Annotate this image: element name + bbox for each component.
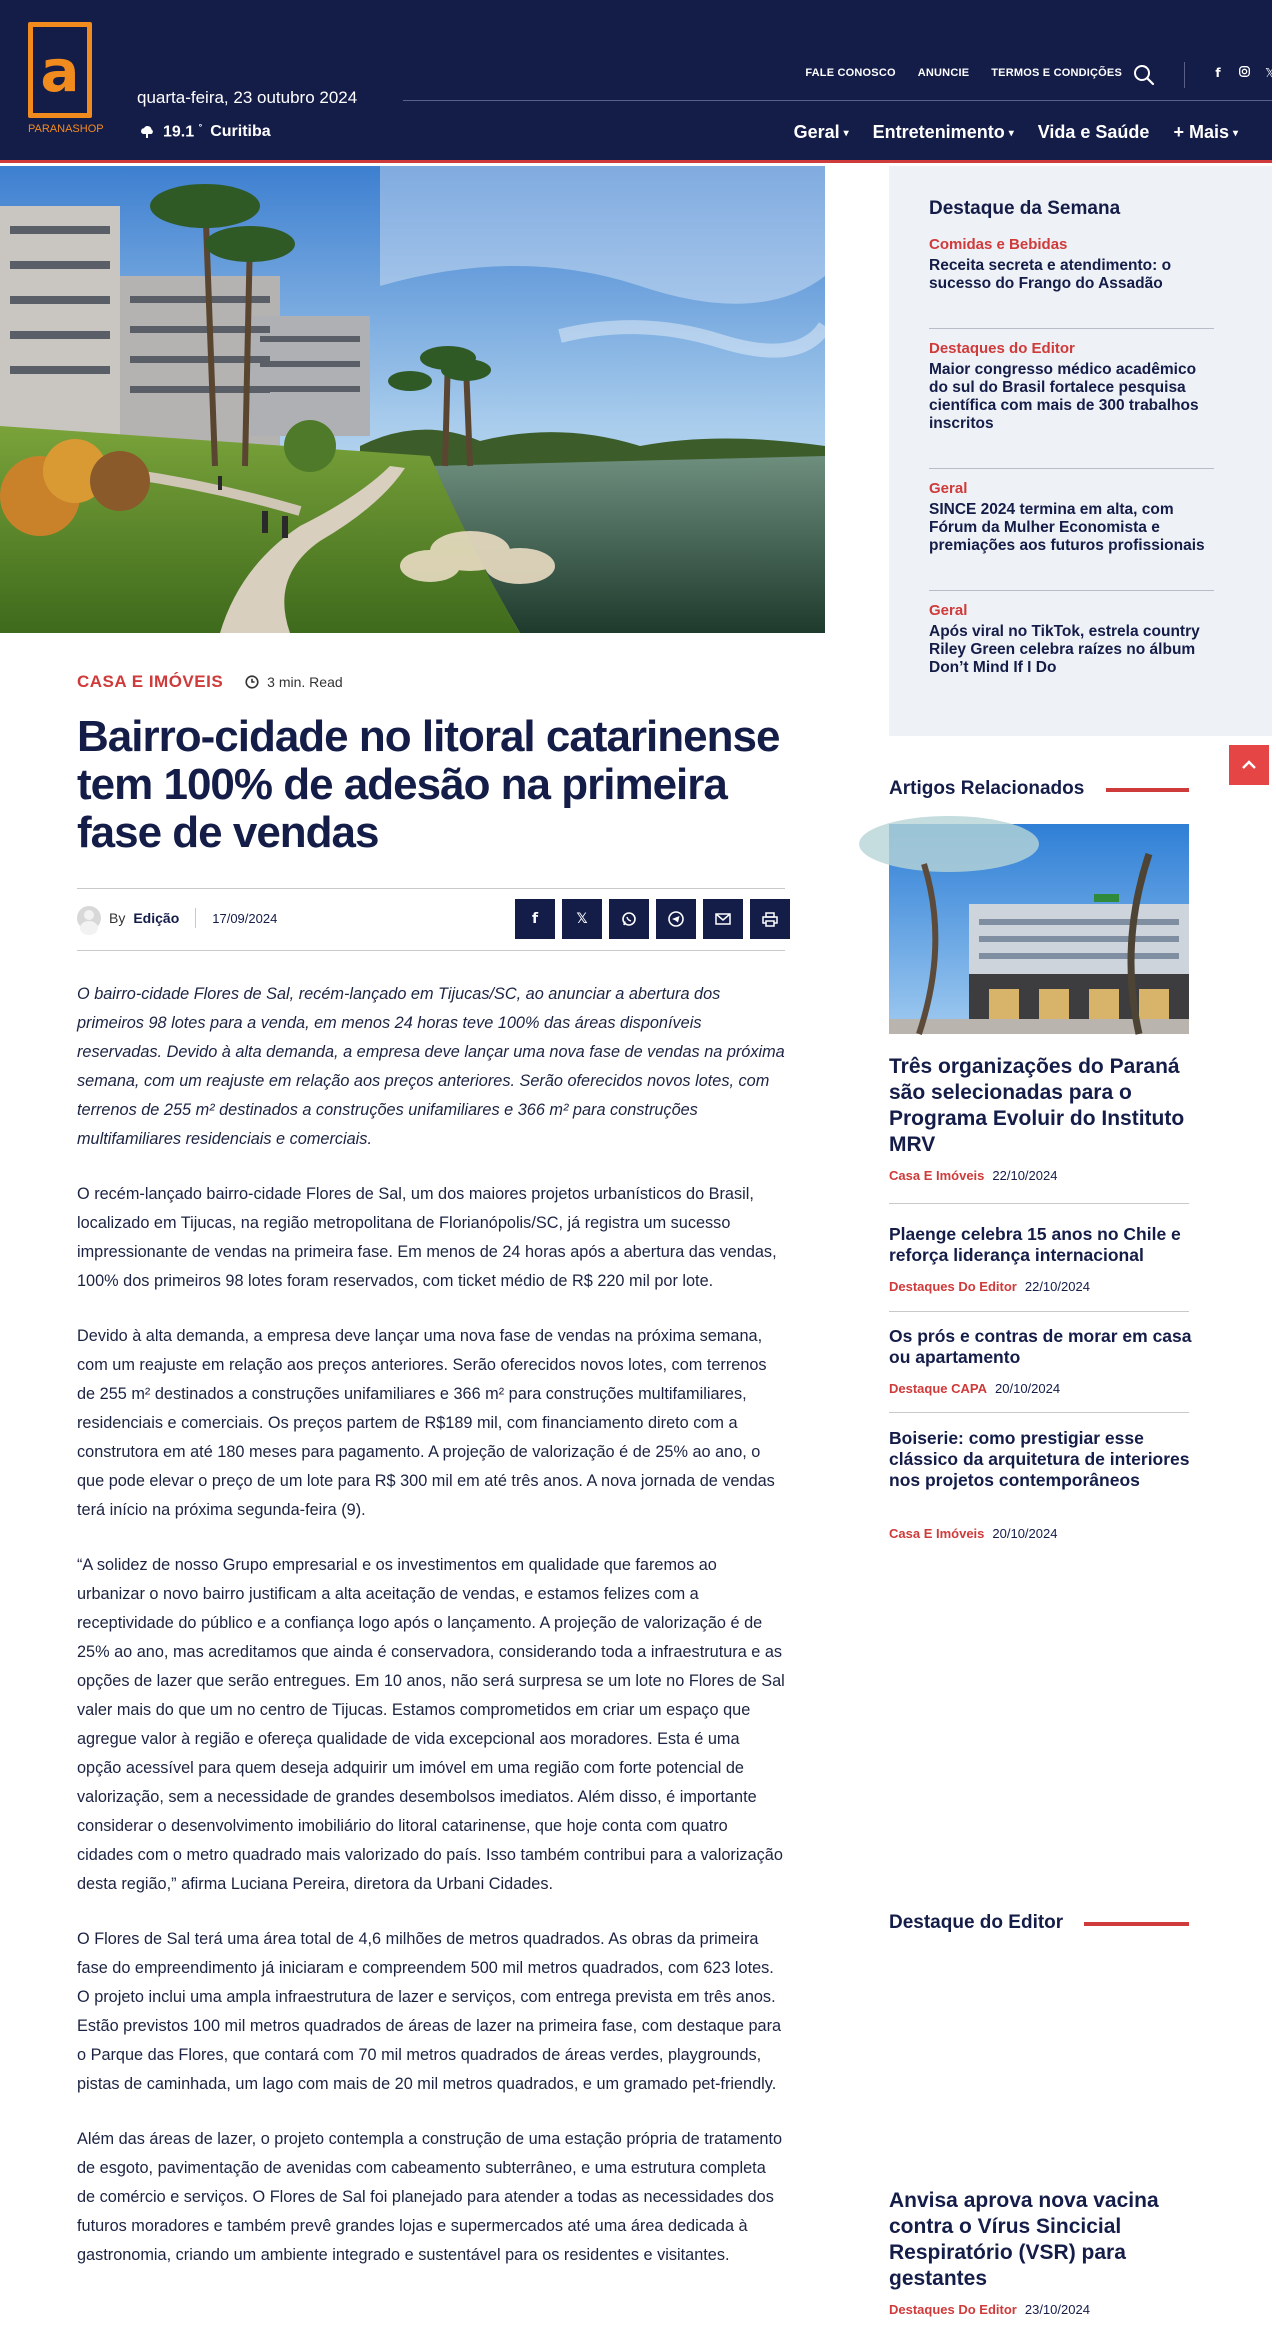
related-article-date: 22/10/2024	[992, 1168, 1058, 1183]
share-print-button[interactable]	[750, 899, 790, 939]
editor-article-category[interactable]: Destaques Do Editor	[889, 2302, 1017, 2317]
weather-widget	[139, 122, 271, 141]
divider	[889, 1412, 1189, 1413]
facebook-icon: f	[531, 911, 539, 927]
destaque-item-headline[interactable]: SINCE 2024 termina em alta, com Fórum da Mulher Economista e premiações aos futuros profissionais	[929, 501, 1205, 554]
widget-title: Destaque da Semana	[929, 198, 1121, 219]
share-x-button[interactable]	[562, 899, 602, 939]
destaque-item-headline[interactable]: Após viral no TikTok, estrela country Riley Green celebra raízes no álbum Don’t Mind If I Do	[929, 623, 1200, 676]
site-header	[0, 0, 1275, 163]
chevron-down-icon: ▾	[843, 128, 849, 139]
destaque-item-category[interactable]: Destaques do Editor	[929, 340, 1075, 357]
divider	[929, 328, 1214, 329]
author-name[interactable]: Edição	[133, 910, 180, 926]
whatsapp-icon	[621, 911, 637, 927]
related-article-date: 22/10/2024	[1024, 1279, 1090, 1294]
avatar[interactable]	[77, 906, 101, 930]
author-by: By	[109, 910, 126, 926]
editor-section-title: Destaque do Editor	[889, 1912, 1064, 1933]
destaque-semana-widget	[889, 166, 1272, 736]
article-paragraph: Além das áreas de lazer, o projeto contempla a construção de uma estação própria de tratamento de esgoto, pavimentação de avenidas com cabeamento subterrâneo, e uma estrutura completa de comércio e serviços. O Flores de Sal foi planejado para atender a todas as necessidades dos futuros moradores e também prevê grandes lojas e supermercados até uma área dedicada à gastronomia, criando um ambiente integrado e sustentável para os residentes e visitantes.	[77, 2130, 783, 2264]
related-article-headline[interactable]: Plaenge celebra 15 anos no Chile e reforça liderança internacional	[889, 1224, 1181, 1265]
publish-date: 17/09/2024	[212, 910, 278, 926]
hero-image	[0, 166, 825, 633]
share-whatsapp-button[interactable]	[609, 899, 649, 939]
nav-item-geral[interactable]: Geral ▾	[793, 122, 849, 142]
article-body	[77, 980, 785, 2296]
telegram-icon	[668, 911, 684, 927]
header-date: quarta-feira, 23 outubro 2024	[137, 88, 358, 107]
destaque-item[interactable]	[929, 236, 1214, 293]
related-article-date: 20/10/2024	[995, 1381, 1061, 1396]
read-time	[245, 674, 342, 690]
destaque-item-headline[interactable]: Maior congresso médico acadêmico do sul do Brasil fortalece pesquisa científica com mais de 300 trabalhos inscritos	[929, 361, 1199, 432]
editor-article-headline[interactable]: Anvisa aprova nova vacina contra o Vírus Sincicial Respiratório (VSR) para gestantes	[889, 2189, 1159, 2290]
related-article-category[interactable]: Casa E Imóveis	[889, 1526, 985, 1541]
author-block	[77, 906, 277, 930]
destaque-item-category[interactable]: Comidas e Bebidas	[929, 236, 1068, 253]
nav-item-entretenimento[interactable]: Entretenimento ▾	[872, 122, 1014, 142]
related-article-headline[interactable]: Os prós e contras de morar em casa ou apartamento	[889, 1326, 1192, 1367]
section-title-underline	[1084, 1922, 1189, 1926]
related-article-meta	[889, 1279, 1090, 1294]
cloud-icon	[139, 125, 155, 139]
email-icon	[715, 913, 731, 925]
related-article-meta	[889, 1526, 1057, 1541]
top-link-contact[interactable]: FALE CONOSCO	[805, 67, 896, 79]
article-lead: O bairro-cidade Flores de Sal, recém-lançado em Tijucas/SC, ao anunciar a abertura dos primeiros 98 lotes para a venda, em menos 24 horas teve 100% das áreas disponíveis reservadas. Devido à alta demanda, a empresa deve lançar uma nova fase de vendas na próxima semana, com um reajuste em relação aos preços anteriores. Serão oferecidos novos lotes, com terrenos de 255 m² destinados a construções unifamiliares e 366 m² para construções multifamiliares residenciais e comerciais.	[77, 985, 785, 1148]
divider	[889, 1311, 1189, 1312]
destaque-item-category[interactable]: Geral	[929, 480, 968, 497]
x-icon: 𝕏	[576, 911, 588, 927]
related-article-headline[interactable]: Boiserie: como prestigiar esse clássico da arquitetura de interiores nos projetos contemporâneos	[889, 1428, 1190, 1490]
share-email-button[interactable]	[703, 899, 743, 939]
facebook-icon[interactable]: f	[1215, 66, 1221, 80]
related-article-meta	[889, 1381, 1060, 1396]
header-vertical-divider	[1184, 62, 1185, 88]
chevron-down-icon: ▾	[1008, 128, 1014, 139]
chevron-up-icon	[1241, 760, 1257, 770]
search-icon[interactable]	[1133, 64, 1155, 86]
social-links	[1212, 66, 1276, 80]
chevron-down-icon: ▾	[1232, 128, 1238, 139]
instagram-icon[interactable]	[1238, 66, 1250, 80]
main-nav	[794, 122, 1238, 143]
share-telegram-button[interactable]	[656, 899, 696, 939]
editor-article-date: 23/10/2024	[1024, 2302, 1090, 2317]
article-title: Bairro-cidade no litoral catarinense tem 100% de adesão na primeira fase de vendas	[77, 712, 780, 857]
destaque-item[interactable]	[929, 340, 1214, 433]
destaque-item[interactable]	[929, 602, 1214, 677]
related-article-date: 20/10/2024	[992, 1526, 1058, 1541]
scroll-to-top-button[interactable]	[1229, 745, 1269, 785]
divider	[77, 950, 785, 951]
divider	[889, 1203, 1189, 1204]
weather-city: Curitiba	[210, 122, 271, 140]
article-paragraph: O Flores de Sal terá uma área total de 4,6 milhões de metros quadrados. As obras da primeira fase do empreendimento já iniciaram e compreendem 500 mil metros quadrados, com 623 lotes. O projeto inclui uma ampla infraestrutura de lazer e serviços, com entrega prevista em três anos. Estão previstos 100 mil metros quadrados de áreas de lazer na primeira fase, com destaque para o Parque das Flores, que contará com 70 mil metros quadrados de áreas verdes, playgrounds, pistas de caminhada, um lago com mais de 20 mil metros quadrados, e um gramado pet-friendly.	[77, 1930, 782, 2093]
share-buttons	[515, 899, 790, 939]
destaque-item-category[interactable]: Geral	[929, 602, 968, 619]
divider	[929, 468, 1214, 469]
related-article-category[interactable]: Destaque CAPA	[889, 1381, 988, 1396]
related-article-image[interactable]	[889, 824, 1189, 1034]
top-link-advertise[interactable]: ANUNCIE	[917, 67, 970, 79]
weather-temp: 19.1	[163, 123, 195, 141]
article-paragraph: “A solidez de nosso Grupo empresarial e os investimentos em qualidade que faremos ao urbanizar o novo bairro justificam a alta aceitação de vendas, e estamos felizes com a receptividade do público e a confiança logo após o lançamento. A projeção de valorização é de 25% ao ano, mas acreditamos que ainda é conservadora, considerando toda a infraestrutura e as opções de lazer que serão entregues. Em 10 anos, não será surpresa se um lote no Flores de Sal valer mais do que um no centro de Tijucas. Estamos comprometidos em criar um espaço que agregue valor à região e ofereça qualidade de vida excepcional aos moradores. Esta é uma opção acessível para quem deseja adquirir um imóvel em uma região com forte potencial de valorização, sem a necessidade de grandes desembolsos imediatos. Além disso, é importante considerar o desenvolvimento imobiliário do litoral catarinense, que hoje conta com quatro cidades com o metro quadrado mais valorizado do país. Isso também contribui para a valorização desta região,” afirma Luciana Pereira, diretora da Urbani Cidades.	[77, 1556, 785, 1893]
nav-item-vida-saude[interactable]: Vida e Saúde	[1037, 122, 1150, 142]
print-icon	[762, 912, 778, 927]
logo-letter: a	[40, 37, 80, 105]
article-paragraph: O recém-lançado bairro-cidade Flores de Sal, um dos maiores projetos urbanísticos do Brasil, localizado em Tijucas, na região metropolitana de Florianópolis/SC, já registra um sucesso impressionante de vendas na primeira fase. Em menos de 24 horas após a abertura das vendas, 100% dos primeiros 98 lotes foram reservados, com ticket médio de R$ 220 mil por lote.	[77, 1185, 777, 1290]
destaque-item[interactable]	[929, 480, 1214, 555]
logo-text: PARANASHOP	[28, 123, 104, 135]
related-article-category[interactable]: Casa E Imóveis	[889, 1168, 985, 1183]
clock-icon	[245, 675, 259, 689]
top-links	[805, 67, 1122, 79]
header-divider	[403, 100, 1272, 101]
site-logo[interactable]	[28, 22, 104, 140]
x-icon[interactable]: 𝕏	[1265, 66, 1275, 80]
article-paragraph: Devido à alta demanda, a empresa deve lançar uma nova fase de vendas na próxima semana, com um reajuste em relação aos preços anteriores. Serão oferecidos novos lotes, com terrenos de 255 m² destinados a construções unifamiliares e 366 m² para construções multifamiliares, residenciais e comerciais. Os preços partem de R$189 mil, com financiamento direto com a construtora em até 180 meses para pagamento. A projeção de valorização é de 25% ao ano, o que pode elevar o preço de um lote para R$ 300 mil em até três anos. A nova jornada de vendas terá início na próxima segunda-feira (9).	[77, 1327, 775, 1519]
section-title-underline	[1106, 788, 1189, 792]
read-time-text: 3 min. Read	[267, 674, 343, 690]
editor-article-meta	[889, 2302, 1090, 2317]
nav-item-mais[interactable]: + Mais ▾	[1173, 122, 1238, 142]
article-meta-row	[77, 672, 343, 692]
weather-unit: °	[198, 122, 203, 132]
related-article-category[interactable]: Destaques Do Editor	[889, 1279, 1017, 1294]
related-article-headline[interactable]: Três organizações do Paraná são selecionadas para o Programa Evoluir do Instituto MRV	[889, 1055, 1185, 1156]
divider	[195, 908, 196, 928]
divider	[929, 590, 1214, 591]
article-category[interactable]: CASA E IMÓVEIS	[77, 672, 224, 691]
top-link-terms[interactable]: TERMOS E CONDIÇÕES	[991, 67, 1122, 79]
related-article-meta	[889, 1168, 1057, 1183]
related-section-title: Artigos Relacionados	[889, 778, 1085, 799]
logo-frame	[28, 22, 92, 118]
share-facebook-button[interactable]	[515, 899, 555, 939]
divider	[77, 888, 785, 889]
destaque-item-headline[interactable]: Receita secreta e atendimento: o sucesso do Frango do Assadão	[929, 257, 1172, 292]
